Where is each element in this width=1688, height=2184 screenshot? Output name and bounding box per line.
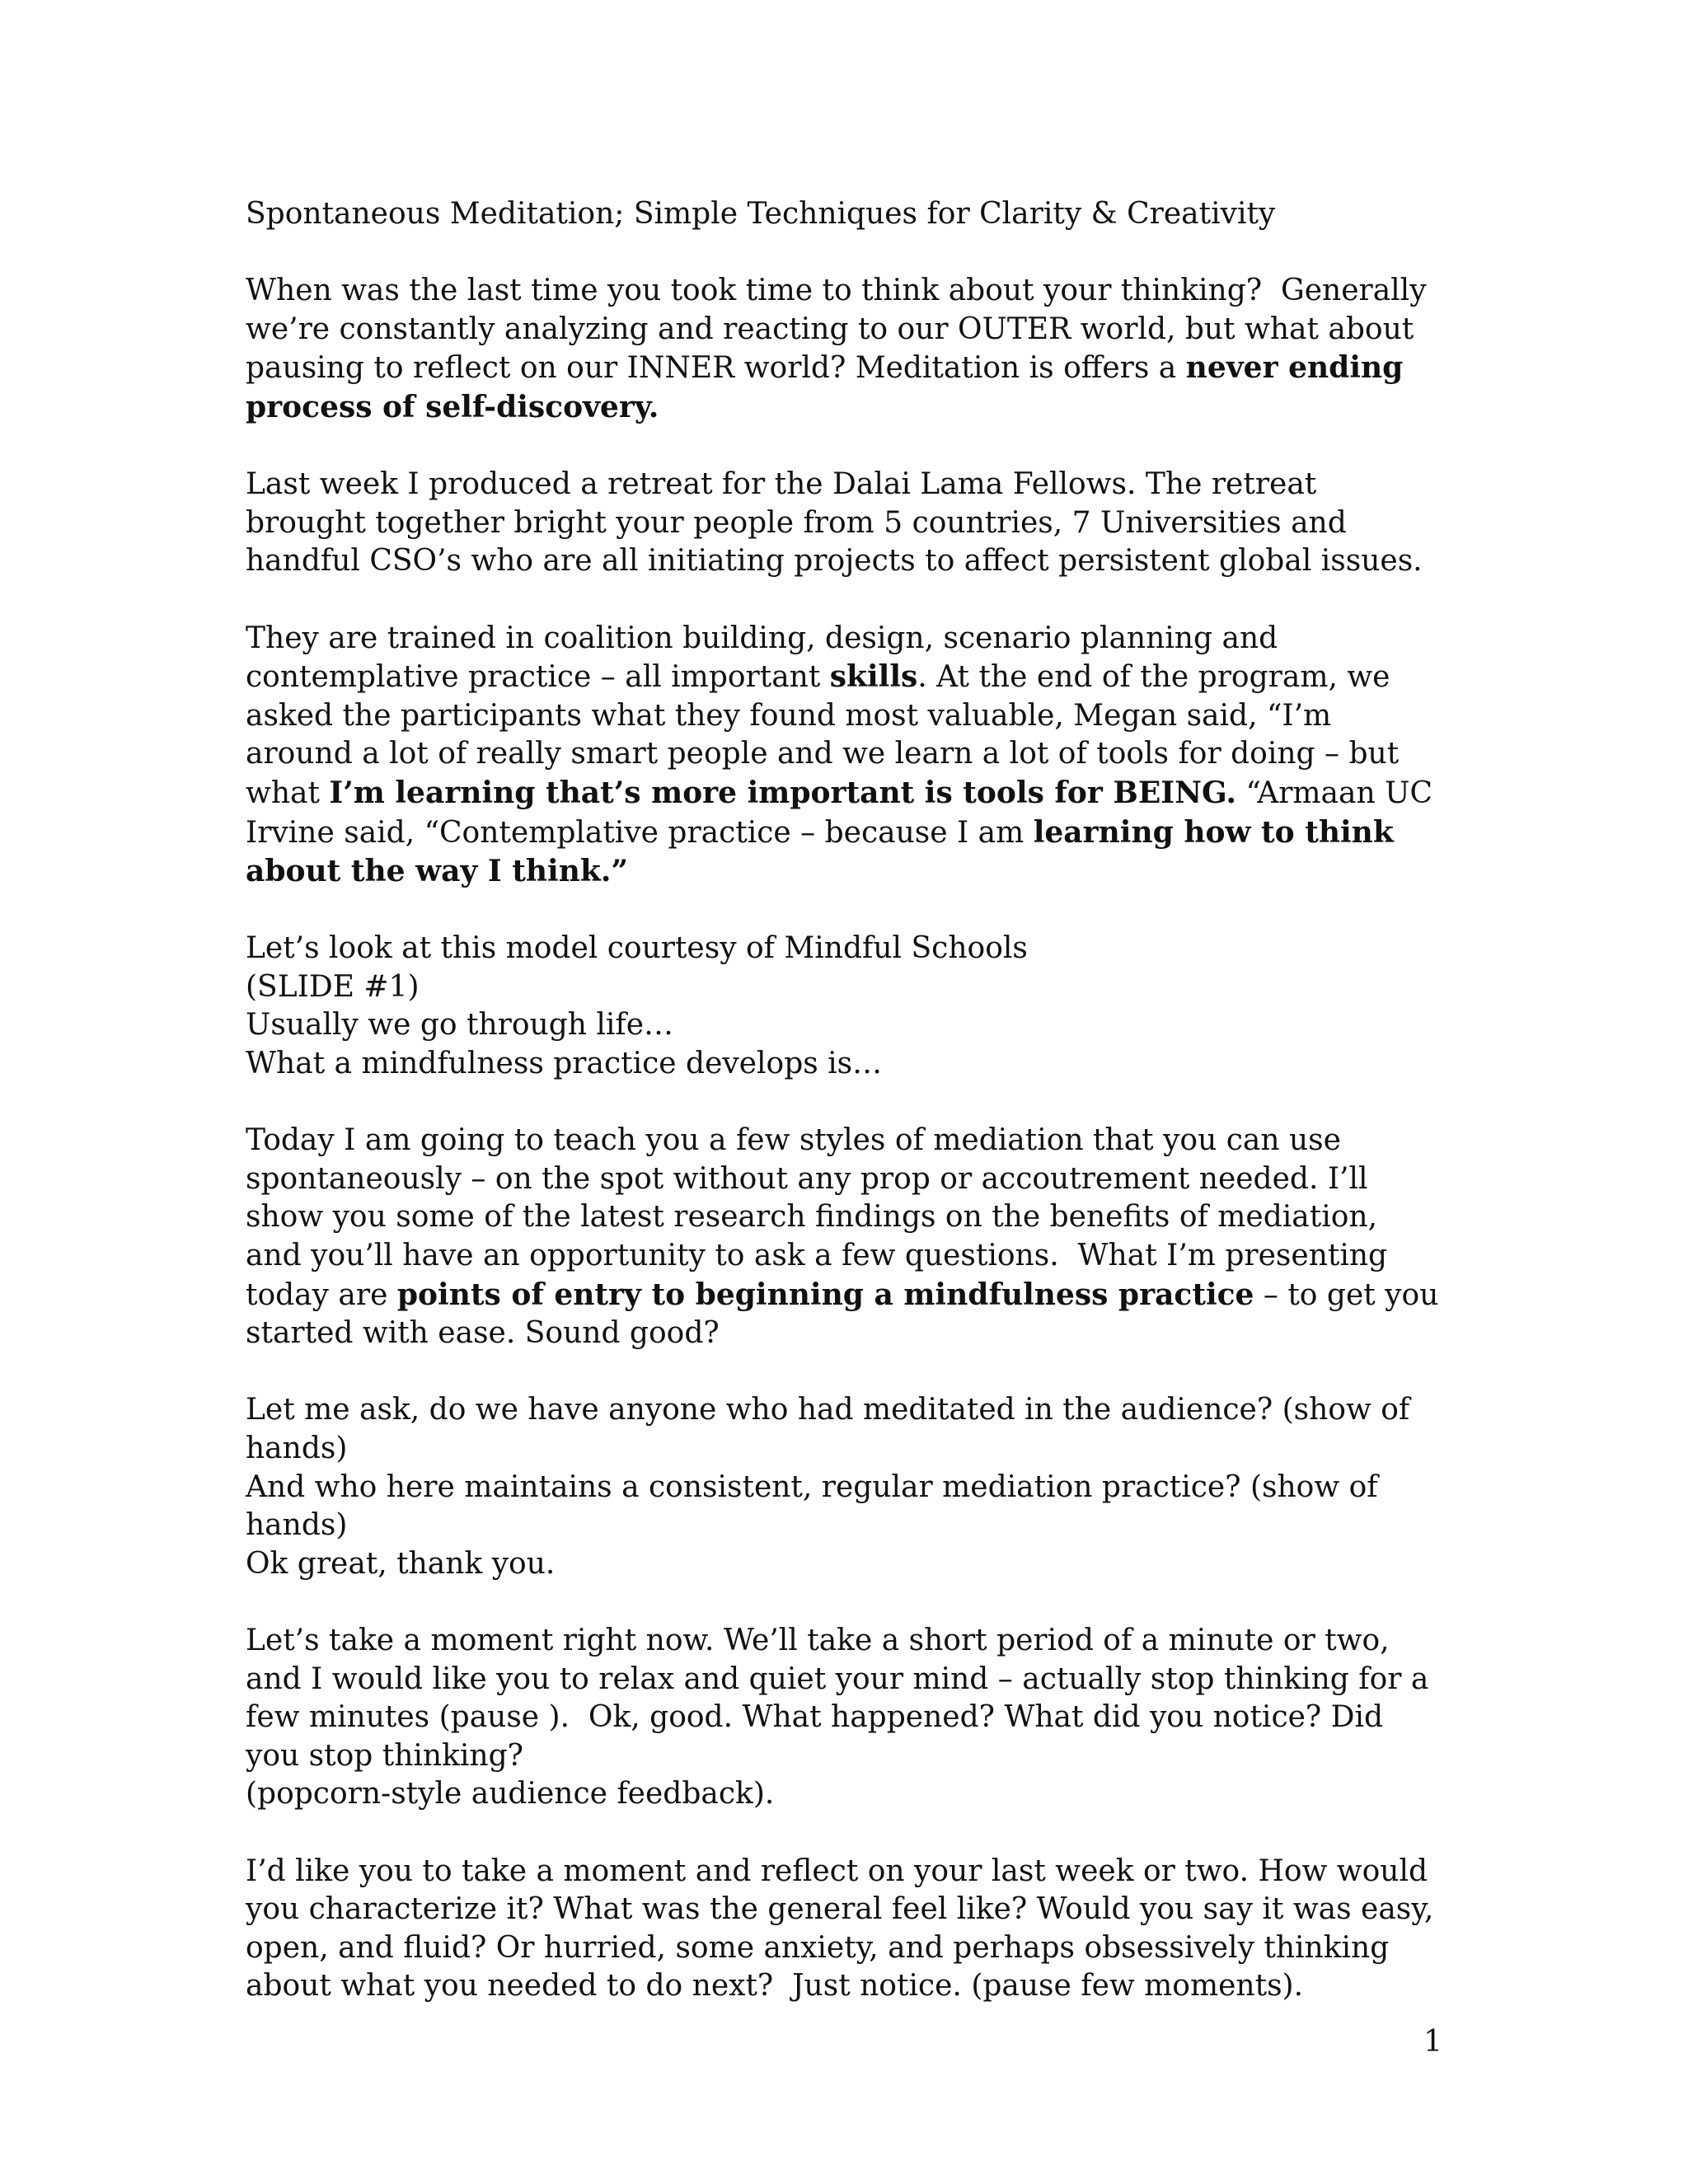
training-text-3: “Armaan UC Irvine said, “Contemplative practice – because I am [246, 776, 1442, 850]
paragraph-reflect: I’d like you to take a moment and reflect on your last week or two. How would you characterize it? What was the general feel like? Would you say it was easy, open, and fluid? Or hurried, some anxiety, and perhaps obsessively thinking about what you needed to do next? Just notice. (pause few moments). [246, 1854, 1443, 2004]
ask-line-2: And who here maintains a consistent, regular mediation practice? (show of hands) [246, 1469, 1388, 1543]
today-emphasis: points of entry to beginning a mindfulness practice [396, 1277, 1254, 1312]
paragraph-intro-text: When was the last time you took time to think about your thinking? Generally we’re constantly analyzing and reacting to our OUTER world, but what about pausing to reflect on our INNER world? Meditation is offers a [246, 274, 1436, 386]
model-line-2: (SLIDE #1) [246, 969, 420, 1004]
moment-line-1: Let’s take a moment right now. We’ll take a short period of a minute or two, and I would like you to relax and quiet your mind – actually stop thinking for a few minutes (pause ). Ok, good. What happened? What did you notice? Did you stop thinking? [246, 1623, 1438, 1773]
today-text-1: Today I am going to teach you a few styles of mediation that you can use spontaneously – on the spot without any prop or accoutrement needed. I’ll show you some of the latest research findings on the benefits of mediation, and you’ll have an opportunity to ask a few questions. What I’m presenting today are [246, 1123, 1397, 1312]
training-text-1: They are trained in coalition building, design, scenario planning and contemplative practice – all important [246, 621, 1287, 695]
model-line-4: What a mindfulness practice develops is… [246, 1047, 883, 1081]
paragraph-model [246, 930, 1442, 1083]
paragraph-training [246, 620, 1442, 892]
ask-line-3: Ok great, thank you. [246, 1546, 556, 1581]
training-text-2: . At the end of the program, we asked the participants what they found most valuable, Megan said, “I’m around a lot of really smart people and we learn a lot of tools for doing – but what [246, 660, 1409, 810]
document-title: Spontaneous Meditation; Simple Techniques for Clarity & Creativity [246, 197, 1276, 231]
paragraph-ask [246, 1391, 1442, 1583]
paragraph-moment [246, 1622, 1442, 1814]
paragraph-intro [246, 272, 1442, 427]
paragraph-intro-emphasis: never ending process of self-discovery. [246, 350, 1414, 424]
page-number: 1 [1423, 2025, 1442, 2059]
model-line-3: Usually we go through life… [246, 1008, 674, 1043]
ask-line-1: Let me ask, do we have anyone who had meditated in the audience? (show of hands) [246, 1393, 1419, 1465]
training-emphasis-skills: skills [829, 659, 918, 695]
document-body [246, 195, 1448, 2045]
training-emphasis-think: learning how to think about the way I think.” [246, 814, 1404, 889]
model-line-1: Let’s look at this model courtesy of Mindful Schools [246, 931, 1028, 966]
moment-line-2: (popcorn-style audience feedback). [246, 1777, 775, 1811]
training-emphasis-being: I’m learning that’s more important is tools for BEING. [329, 775, 1236, 810]
paragraph-today [246, 1122, 1448, 1353]
today-text-2: – to get you started with ease. Sound good? [246, 1277, 1448, 1351]
paragraph-retreat: Last week I produced a retreat for the Dalai Lama Fellows. The retreat brought together bright your people from 5 countries, 7 Universities and handful CSO’s who are all initiating projects to affect persistent global issues. [246, 467, 1423, 579]
